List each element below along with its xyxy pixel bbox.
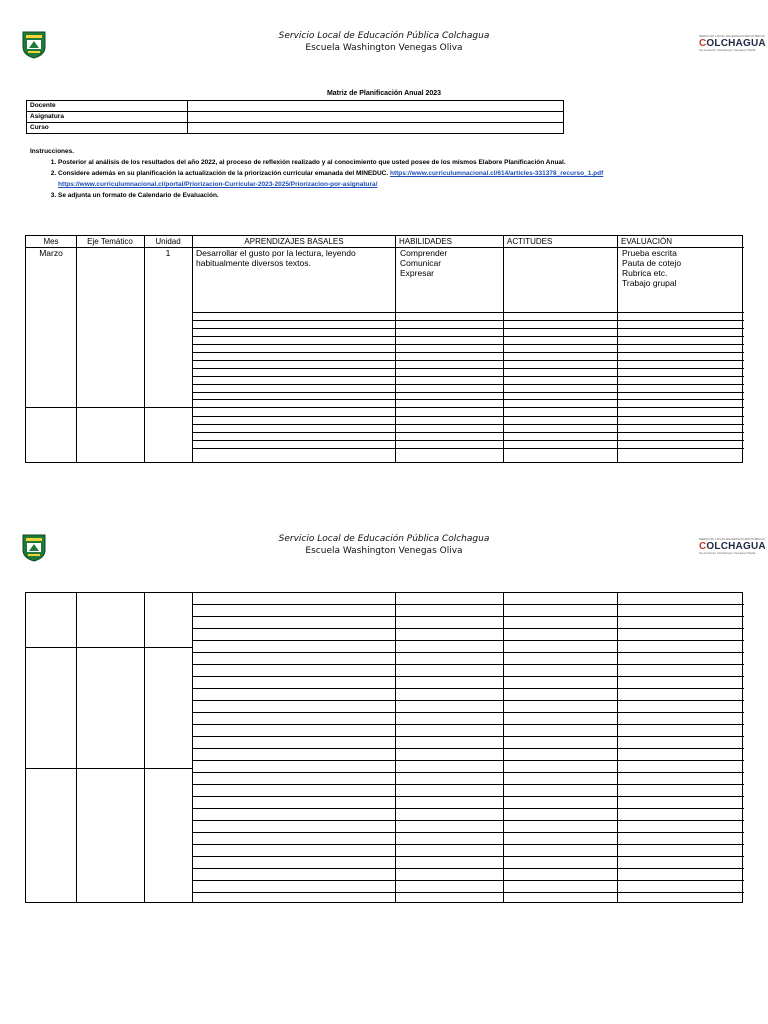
label-asignatura: Asignatura bbox=[27, 112, 188, 123]
grid-row-line bbox=[192, 440, 744, 441]
grid-row-line bbox=[192, 392, 744, 393]
colchagua-brand-logo: SERVICIO LOCAL DE EDUCACIÓN PÚBLICA COLCHAGUA San Fernando | Chimbarongo | Nancagua | Placilla bbox=[699, 34, 766, 52]
instruction-item-2: 2. Considere además en su planificación la actualización de la priorización curricular emanada del MINEDUC. https://www.curriculumnacional.cl/614/articles-331378_recurso_1.pdf https://www.curriculumnacional.cl/portal/Priorizacion-Curricular-2023-2025/Priorizacion-por-asignatura/ bbox=[58, 168, 730, 190]
grid-row-line bbox=[192, 736, 744, 737]
grid-column-line bbox=[144, 593, 145, 902]
colchagua-brand-logo-page2: SERVICIO LOCAL DE EDUCACIÓN PÚBLICA COLCHAGUA San Fernando | Chimbarongo | Nancagua | Placilla bbox=[699, 537, 766, 555]
grid-row-line bbox=[192, 856, 744, 857]
grid-row-line bbox=[192, 868, 744, 869]
grid-row-line bbox=[192, 448, 744, 449]
grid-row-line bbox=[192, 352, 744, 353]
grid-row-line bbox=[192, 820, 744, 821]
page1-header-text bbox=[0, 30, 768, 54]
grid-column-line bbox=[76, 593, 77, 902]
priorizacion-link[interactable]: https://www.curriculumnacional.cl/portal/Priorizacion-Curricular-2023-2025/Priorizacion-por-asignatura/ bbox=[58, 181, 378, 188]
grid-row-line bbox=[192, 688, 744, 689]
curso-field[interactable] bbox=[188, 123, 564, 134]
grid-row-line bbox=[192, 760, 744, 761]
grid-column-line bbox=[503, 236, 504, 462]
grid-row-line bbox=[192, 796, 744, 797]
grid-row-line bbox=[192, 628, 744, 629]
grid-row-line bbox=[192, 336, 744, 337]
evaluacion-item: Pauta de cotejo bbox=[622, 258, 682, 268]
grid-row-line bbox=[192, 328, 744, 329]
cell-aprendizaje: Desarrollar el gusto por la lectura, leyendo habitualmente diversos textos. bbox=[196, 248, 356, 268]
col-header-mes: Mes bbox=[43, 237, 59, 246]
grid-column-line bbox=[76, 236, 77, 462]
instructions-heading: Instrucciones. bbox=[30, 148, 75, 155]
planning-table-page2 bbox=[25, 592, 743, 903]
info-table bbox=[26, 100, 564, 134]
grid-row-line bbox=[192, 808, 744, 809]
cell-mes-marzo: Marzo bbox=[39, 248, 63, 258]
grid-row-line bbox=[192, 384, 744, 385]
grid-row-line bbox=[26, 647, 192, 648]
col-header-actitudes: ACTITUDES bbox=[507, 237, 553, 246]
grid-row-line bbox=[192, 700, 744, 701]
header-service-name-page2: Servicio Local de Educación Pública Colchagua bbox=[278, 534, 490, 544]
instructions-block bbox=[30, 146, 730, 201]
grid-row-line bbox=[192, 376, 744, 377]
cell-evaluacion bbox=[622, 248, 740, 288]
grid-row-line bbox=[192, 676, 744, 677]
habilidad-item: Expresar bbox=[400, 268, 435, 278]
grid-row-line bbox=[192, 360, 744, 361]
label-docente: Docente bbox=[27, 101, 188, 112]
col-header-eje: Eje Temático bbox=[87, 237, 133, 246]
grid-row-line bbox=[192, 368, 744, 369]
label-curso: Curso bbox=[27, 123, 188, 134]
grid-row-line bbox=[192, 784, 744, 785]
header-school-name-page2: Escuela Washington Venegas Oliva bbox=[305, 546, 463, 556]
asignatura-field[interactable] bbox=[188, 112, 564, 123]
grid-row-line bbox=[192, 724, 744, 725]
cell-habilidades bbox=[400, 248, 504, 278]
grid-column-line bbox=[192, 236, 193, 462]
grid-row-line bbox=[26, 247, 744, 248]
grid-row-line bbox=[26, 768, 192, 769]
grid-row-line bbox=[192, 772, 744, 773]
instruction-item-3: 3. Se adjunta un formato de Calendario de Evaluación. bbox=[58, 190, 730, 201]
grid-row-line bbox=[192, 320, 744, 321]
grid-row-line bbox=[192, 748, 744, 749]
grid-row-line bbox=[192, 407, 744, 408]
grid-column-line bbox=[617, 236, 618, 462]
grid-row-line bbox=[192, 640, 744, 641]
evaluacion-item: Prueba escrita bbox=[622, 248, 677, 258]
cell-unidad-1: 1 bbox=[165, 248, 171, 258]
grid-row-line bbox=[192, 344, 744, 345]
grid-row-line bbox=[192, 844, 744, 845]
planning-table-page1 bbox=[25, 235, 743, 463]
col-header-aprendizajes: APRENDIZAJES BASALES bbox=[244, 237, 344, 246]
grid-row-line bbox=[192, 892, 744, 893]
col-header-unidad: Unidad bbox=[155, 237, 181, 246]
grid-row-line bbox=[192, 399, 744, 400]
grid-row-line bbox=[192, 604, 744, 605]
info-row-asignatura bbox=[27, 112, 564, 123]
habilidad-item: Comunicar bbox=[400, 258, 442, 268]
grid-row-line bbox=[192, 832, 744, 833]
grid-row-line bbox=[192, 416, 744, 417]
curriculum-pdf-link[interactable]: https://www.curriculumnacional.cl/614/articles-331378_recurso_1.pdf bbox=[389, 170, 604, 177]
grid-row-line bbox=[192, 432, 744, 433]
docente-field[interactable] bbox=[188, 101, 564, 112]
evaluacion-item: Trabajo grupal bbox=[622, 278, 677, 288]
header-service-name: Servicio Local de Educación Pública Colchagua bbox=[278, 31, 490, 41]
grid-row-line bbox=[192, 712, 744, 713]
grid-column-line bbox=[144, 236, 145, 462]
habilidad-item: Comprender bbox=[400, 248, 448, 258]
info-row-curso bbox=[27, 123, 564, 134]
info-row-docente bbox=[27, 101, 564, 112]
col-header-evaluacion: EVALUACIÓN bbox=[621, 237, 672, 246]
grid-row-line bbox=[192, 616, 744, 617]
header-school-name: Escuela Washington Venegas Oliva bbox=[305, 43, 463, 53]
grid-column-line bbox=[395, 236, 396, 462]
grid-row-line bbox=[192, 312, 744, 313]
grid-row-line bbox=[26, 407, 192, 408]
evaluacion-item: Rubrica etc. bbox=[622, 268, 668, 278]
instruction-item-1: 1. Posterior al análisis de los resultados del año 2022, al proceso de reflexión realizado y al conocimiento que usted posee de los mismos Elabore Planificación Anual. bbox=[58, 157, 730, 168]
grid-row-line bbox=[192, 880, 744, 881]
col-header-habilidades: HABILIDADES bbox=[399, 237, 452, 246]
grid-row-line bbox=[192, 652, 744, 653]
grid-row-line bbox=[192, 424, 744, 425]
grid-row-line bbox=[192, 664, 744, 665]
page2-header-text bbox=[0, 533, 768, 557]
page-title: Matriz de Planificación Anual 2023 bbox=[326, 90, 442, 97]
